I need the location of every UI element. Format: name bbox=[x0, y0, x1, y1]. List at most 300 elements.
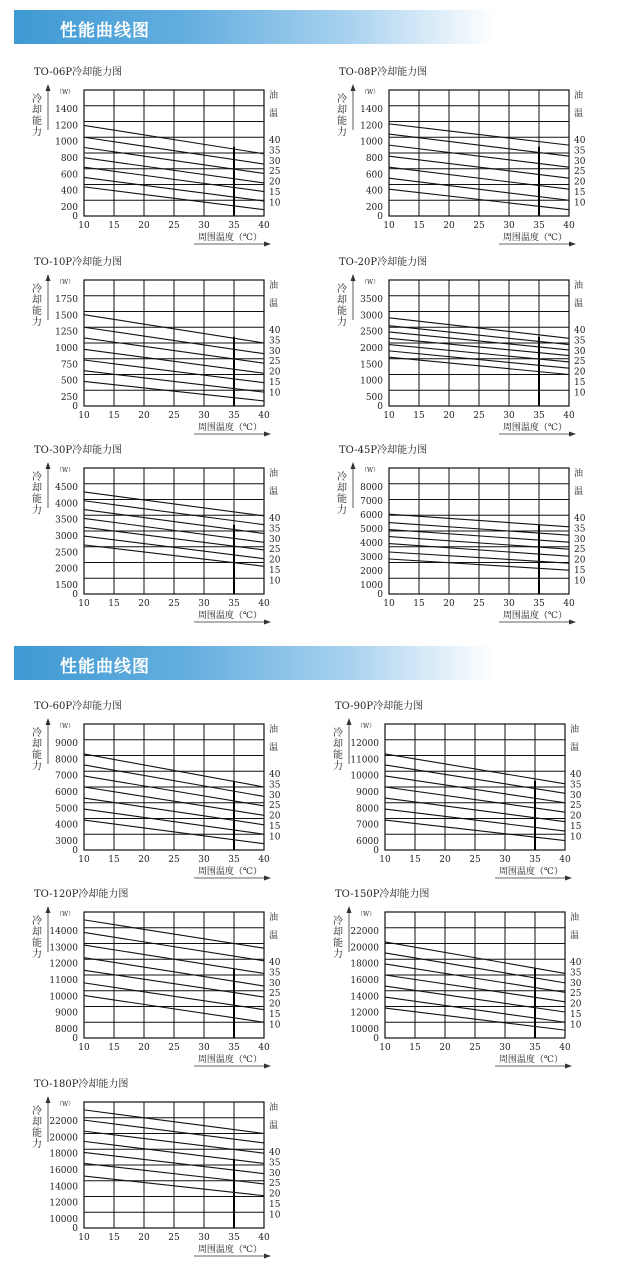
y-axis-label-char: 冷 bbox=[32, 472, 42, 483]
y-tick-label: 9000 bbox=[55, 1008, 78, 1019]
y-tick-label: 7000 bbox=[55, 771, 78, 782]
chart-title: TO-10P冷却能力图 bbox=[34, 257, 123, 268]
y-unit: （W） bbox=[361, 279, 380, 286]
y-tick-label: 3000 bbox=[55, 532, 78, 542]
y-tick-label: 800 bbox=[365, 154, 383, 164]
y-axis-label-char: 冷 bbox=[32, 728, 42, 739]
y-tick-label: 0 bbox=[72, 212, 78, 222]
y-tick-label: 12000 bbox=[350, 739, 379, 749]
x-arrow-head bbox=[264, 876, 271, 881]
capacity-chart bbox=[337, 443, 586, 625]
x-tick-label: 25 bbox=[469, 855, 481, 865]
oil-temp-value: 30 bbox=[570, 978, 582, 989]
oil-temp-label-char: 温 bbox=[574, 109, 584, 119]
y-axis-label-char: 却 bbox=[32, 105, 42, 116]
x-tick-label: 20 bbox=[443, 599, 455, 609]
oil-temp-value: 25 bbox=[269, 1179, 281, 1190]
x-tick-label: 15 bbox=[108, 411, 120, 421]
oil-temp-value: 15 bbox=[269, 566, 281, 576]
y-tick-label: 1000 bbox=[55, 344, 78, 354]
y-arrow-head bbox=[351, 84, 356, 91]
x-tick-label: 15 bbox=[413, 599, 425, 609]
y-tick-label: 0 bbox=[373, 1034, 379, 1044]
oil-temp-value: 10 bbox=[269, 576, 281, 587]
y-axis-label-char: 能 bbox=[333, 938, 343, 949]
y-tick-label: 11000 bbox=[49, 976, 78, 986]
oil-temp-value: 10 bbox=[269, 1210, 281, 1221]
y-arrow-head bbox=[347, 906, 352, 913]
y-tick-label: 0 bbox=[377, 402, 383, 412]
y-axis-label-char: 力 bbox=[32, 761, 42, 772]
y-tick-label: 200 bbox=[365, 203, 383, 213]
x-tick-label: 40 bbox=[258, 599, 270, 609]
x-tick-label: 35 bbox=[228, 1233, 240, 1243]
y-axis-label-char: 能 bbox=[333, 750, 343, 761]
x-tick-label: 15 bbox=[108, 855, 120, 865]
x-tick-label: 30 bbox=[198, 221, 210, 231]
x-tick-label: 15 bbox=[108, 1233, 120, 1243]
oil-temp-value: 25 bbox=[269, 989, 281, 1000]
y-tick-label: 250 bbox=[60, 393, 78, 403]
x-tick-label: 35 bbox=[533, 411, 545, 421]
y-tick-label: 3500 bbox=[360, 295, 383, 305]
x-arrow-head bbox=[565, 1064, 572, 1069]
oil-temp-value: 35 bbox=[574, 146, 586, 157]
oil-temp-value: 30 bbox=[269, 534, 281, 545]
oil-temp-value: 35 bbox=[269, 780, 281, 791]
x-arrow-head bbox=[264, 1064, 271, 1069]
x-tick-label: 40 bbox=[258, 221, 270, 231]
capacity-chart bbox=[333, 887, 582, 1069]
oil-temp-value: 25 bbox=[269, 545, 281, 556]
capacity-chart bbox=[32, 699, 281, 881]
y-axis-label-char: 冷 bbox=[337, 472, 347, 483]
y-tick-label: 3000 bbox=[55, 837, 78, 847]
y-tick-label: 12000 bbox=[49, 1198, 78, 1209]
x-tick-label: 30 bbox=[198, 1233, 210, 1243]
oil-temp-value: 15 bbox=[570, 822, 582, 832]
capacity-chart bbox=[32, 65, 281, 247]
y-axis-label-char: 却 bbox=[32, 483, 42, 494]
oil-temp-label-char: 温 bbox=[269, 743, 279, 753]
x-tick-label: 35 bbox=[228, 1043, 240, 1053]
capacity-chart bbox=[32, 887, 281, 1069]
oil-temp-value: 30 bbox=[574, 156, 586, 167]
y-axis-label-char: 却 bbox=[32, 927, 42, 938]
y-tick-label: 3000 bbox=[360, 311, 383, 322]
oil-temp-value: 30 bbox=[574, 534, 586, 545]
x-tick-label: 20 bbox=[138, 221, 150, 231]
chart-title: TO-45P冷却能力图 bbox=[339, 445, 428, 456]
oil-temp-value: 10 bbox=[570, 1020, 582, 1031]
x-arrow-head bbox=[264, 620, 271, 625]
x-axis-label: 周围温度（℃） bbox=[502, 233, 567, 243]
oil-temp-value: 35 bbox=[574, 336, 586, 347]
x-tick-label: 35 bbox=[529, 1043, 541, 1053]
x-tick-label: 35 bbox=[228, 599, 240, 609]
y-axis-label-char: 冷 bbox=[32, 916, 42, 927]
y-arrow-head bbox=[46, 84, 51, 91]
y-axis-label-char: 却 bbox=[333, 927, 343, 938]
y-axis-label-char: 力 bbox=[32, 127, 42, 138]
oil-temp-value: 25 bbox=[574, 357, 586, 368]
y-tick-label: 6000 bbox=[360, 511, 383, 521]
x-tick-label: 25 bbox=[473, 221, 485, 231]
x-tick-label: 15 bbox=[409, 855, 421, 865]
oil-temp-value: 20 bbox=[269, 177, 281, 188]
y-unit: （W） bbox=[357, 911, 376, 918]
x-axis-label: 周围温度（℃） bbox=[197, 611, 262, 621]
y-axis-label-char: 却 bbox=[32, 295, 42, 306]
oil-temp-value: 35 bbox=[269, 524, 281, 535]
y-tick-label: 1000 bbox=[360, 376, 383, 387]
x-tick-label: 25 bbox=[168, 221, 180, 231]
y-tick-label: 6000 bbox=[356, 837, 379, 847]
y-tick-label: 16000 bbox=[49, 1166, 78, 1176]
y-tick-label: 600 bbox=[60, 170, 78, 181]
oil-temp-label-char: 温 bbox=[570, 931, 580, 941]
capacity-chart bbox=[32, 255, 281, 437]
oil-temp-value: 25 bbox=[570, 989, 582, 1000]
x-tick-label: 15 bbox=[108, 1043, 120, 1053]
y-tick-label: 0 bbox=[377, 212, 383, 222]
y-tick-label: 4000 bbox=[55, 499, 78, 510]
oil-temp-value: 15 bbox=[269, 1200, 281, 1210]
y-tick-label: 1500 bbox=[55, 581, 78, 591]
y-axis-label-char: 冷 bbox=[337, 94, 347, 105]
oil-temp-value: 20 bbox=[570, 999, 582, 1010]
y-tick-label: 2000 bbox=[360, 567, 383, 577]
x-tick-label: 10 bbox=[78, 599, 90, 609]
oil-temp-label-char: 油 bbox=[269, 725, 279, 735]
x-tick-label: 35 bbox=[228, 411, 240, 421]
x-tick-label: 40 bbox=[563, 599, 575, 609]
y-tick-label: 2000 bbox=[360, 344, 383, 354]
y-tick-label: 14000 bbox=[49, 1182, 78, 1193]
x-tick-label: 20 bbox=[138, 411, 150, 421]
y-tick-label: 7000 bbox=[360, 497, 383, 507]
oil-temp-value: 40 bbox=[574, 514, 586, 524]
x-tick-label: 10 bbox=[78, 221, 90, 231]
oil-temp-value: 20 bbox=[269, 555, 281, 566]
y-unit: （W） bbox=[56, 911, 75, 918]
y-axis-label-char: 冷 bbox=[32, 94, 42, 105]
y-tick-label: 1400 bbox=[360, 105, 383, 115]
x-tick-label: 25 bbox=[168, 1233, 180, 1243]
oil-temp-label-char: 油 bbox=[570, 725, 580, 735]
x-tick-label: 20 bbox=[443, 411, 455, 421]
oil-temp-value: 25 bbox=[269, 167, 281, 178]
y-tick-label: 0 bbox=[72, 1224, 78, 1234]
x-tick-label: 40 bbox=[258, 411, 270, 421]
oil-temp-label-char: 温 bbox=[570, 743, 580, 753]
y-tick-label: 18000 bbox=[350, 959, 379, 970]
oil-temp-value: 40 bbox=[269, 958, 281, 968]
y-tick-label: 4500 bbox=[55, 483, 78, 493]
chart-title: TO-08P冷却能力图 bbox=[339, 67, 428, 78]
y-tick-label: 1000 bbox=[360, 137, 383, 148]
x-tick-label: 25 bbox=[168, 599, 180, 609]
y-tick-label: 18000 bbox=[49, 1149, 78, 1160]
y-tick-label: 8000 bbox=[356, 804, 379, 815]
y-tick-label: 10000 bbox=[49, 1215, 78, 1225]
oil-temp-label-char: 温 bbox=[574, 299, 584, 309]
x-tick-label: 20 bbox=[439, 1043, 451, 1053]
oil-temp-value: 10 bbox=[269, 1020, 281, 1031]
y-tick-label: 600 bbox=[365, 170, 383, 181]
x-axis-label: 周围温度（℃） bbox=[498, 867, 563, 877]
x-tick-label: 10 bbox=[78, 855, 90, 865]
y-unit: （W） bbox=[56, 467, 75, 474]
oil-temp-value: 25 bbox=[269, 357, 281, 368]
y-axis-label-char: 冷 bbox=[32, 1106, 42, 1117]
y-tick-label: 12000 bbox=[49, 959, 78, 970]
y-tick-label: 1400 bbox=[55, 105, 78, 115]
oil-temp-value: 30 bbox=[574, 346, 586, 357]
y-tick-label: 8000 bbox=[55, 755, 78, 766]
y-axis-label-char: 力 bbox=[333, 949, 343, 960]
y-tick-label: 1500 bbox=[55, 311, 78, 322]
y-tick-label: 10000 bbox=[49, 992, 78, 1003]
x-tick-label: 35 bbox=[228, 221, 240, 231]
oil-temp-label-char: 温 bbox=[574, 487, 584, 497]
oil-temp-value: 15 bbox=[570, 1010, 582, 1020]
y-tick-label: 20000 bbox=[350, 943, 379, 954]
y-axis-label-char: 力 bbox=[32, 505, 42, 516]
x-tick-label: 10 bbox=[383, 411, 395, 421]
oil-temp-value: 10 bbox=[574, 388, 586, 399]
oil-temp-label-char: 温 bbox=[269, 109, 279, 119]
x-tick-label: 30 bbox=[499, 855, 511, 865]
oil-temp-value: 30 bbox=[269, 156, 281, 167]
oil-temp-value: 15 bbox=[574, 188, 586, 198]
y-arrow-head bbox=[46, 906, 51, 913]
y-tick-label: 9000 bbox=[356, 788, 379, 798]
x-axis-label: 周围温度（℃） bbox=[502, 423, 567, 433]
x-tick-label: 25 bbox=[168, 1043, 180, 1053]
y-axis-label-char: 能 bbox=[337, 494, 347, 505]
y-axis-label-char: 能 bbox=[32, 1128, 42, 1139]
y-tick-label: 500 bbox=[60, 376, 78, 387]
x-tick-label: 35 bbox=[533, 599, 545, 609]
oil-temp-value: 30 bbox=[269, 346, 281, 357]
capacity-chart bbox=[337, 255, 586, 437]
y-tick-label: 1750 bbox=[55, 295, 78, 305]
x-tick-label: 10 bbox=[78, 411, 90, 421]
y-tick-label: 1200 bbox=[55, 121, 78, 132]
oil-temp-value: 25 bbox=[269, 801, 281, 812]
y-tick-label: 800 bbox=[60, 154, 78, 164]
oil-temp-value: 20 bbox=[574, 555, 586, 566]
x-tick-label: 20 bbox=[138, 855, 150, 865]
oil-temp-value: 30 bbox=[570, 790, 582, 801]
oil-temp-value: 35 bbox=[570, 968, 582, 979]
chart-title: TO-30P冷却能力图 bbox=[34, 445, 123, 456]
y-arrow-head bbox=[46, 1096, 51, 1103]
capacity-chart bbox=[337, 65, 586, 247]
x-tick-label: 10 bbox=[78, 1233, 90, 1243]
y-tick-label: 14000 bbox=[49, 927, 78, 937]
y-tick-label: 200 bbox=[60, 203, 78, 213]
y-arrow-head bbox=[46, 718, 51, 725]
y-tick-label: 22000 bbox=[49, 1117, 78, 1127]
section-title: 性能曲线图 bbox=[60, 21, 150, 41]
y-axis-label-char: 却 bbox=[337, 105, 347, 116]
x-tick-label: 10 bbox=[379, 855, 391, 865]
x-tick-label: 40 bbox=[559, 1043, 571, 1053]
y-tick-label: 11000 bbox=[350, 755, 379, 766]
y-tick-label: 5000 bbox=[360, 525, 383, 535]
y-axis-label-char: 能 bbox=[32, 494, 42, 505]
y-tick-label: 400 bbox=[365, 186, 383, 197]
oil-temp-label-char: 油 bbox=[574, 281, 584, 291]
y-axis-label-char: 能 bbox=[32, 116, 42, 127]
x-tick-label: 15 bbox=[409, 1043, 421, 1053]
x-arrow-head bbox=[569, 432, 576, 437]
y-arrow-head bbox=[351, 462, 356, 469]
y-tick-label: 9000 bbox=[55, 739, 78, 749]
y-tick-label: 16000 bbox=[350, 976, 379, 986]
oil-temp-label-char: 温 bbox=[269, 487, 279, 497]
chart-title: TO-06P冷却能力图 bbox=[34, 67, 123, 78]
oil-temp-value: 10 bbox=[574, 576, 586, 587]
y-axis-label-char: 能 bbox=[337, 306, 347, 317]
y-tick-label: 2500 bbox=[360, 327, 383, 338]
chart-title: TO-120P冷却能力图 bbox=[34, 889, 129, 900]
oil-temp-value: 25 bbox=[574, 545, 586, 556]
oil-temp-label-char: 油 bbox=[570, 913, 580, 923]
x-tick-label: 15 bbox=[413, 221, 425, 231]
x-tick-label: 25 bbox=[168, 411, 180, 421]
x-tick-label: 30 bbox=[198, 411, 210, 421]
y-unit: （W） bbox=[361, 467, 380, 474]
oil-temp-value: 15 bbox=[574, 566, 586, 576]
y-unit: （W） bbox=[361, 89, 380, 96]
y-arrow-head bbox=[46, 462, 51, 469]
x-tick-label: 10 bbox=[383, 599, 395, 609]
y-arrow-head bbox=[347, 718, 352, 725]
oil-temp-value: 20 bbox=[269, 367, 281, 378]
x-tick-label: 40 bbox=[258, 1043, 270, 1053]
y-tick-label: 10000 bbox=[350, 771, 379, 782]
oil-temp-value: 35 bbox=[269, 146, 281, 157]
y-tick-label: 20000 bbox=[49, 1133, 78, 1144]
x-tick-label: 15 bbox=[413, 411, 425, 421]
oil-temp-value: 15 bbox=[269, 822, 281, 832]
y-axis-label-char: 力 bbox=[32, 1139, 42, 1150]
x-axis-label: 周围温度（℃） bbox=[498, 1055, 563, 1065]
y-axis-label-char: 能 bbox=[32, 750, 42, 761]
y-axis-label-char: 冷 bbox=[32, 284, 42, 295]
oil-temp-label-char: 温 bbox=[269, 299, 279, 309]
x-tick-label: 25 bbox=[473, 599, 485, 609]
oil-temp-value: 20 bbox=[269, 811, 281, 822]
y-tick-label: 3000 bbox=[360, 553, 383, 563]
x-tick-label: 15 bbox=[108, 599, 120, 609]
y-tick-label: 1000 bbox=[55, 137, 78, 148]
oil-temp-value: 40 bbox=[574, 326, 586, 336]
y-tick-label: 1000 bbox=[360, 581, 383, 591]
y-tick-label: 4000 bbox=[55, 820, 78, 831]
section-title: 性能曲线图 bbox=[60, 657, 150, 677]
x-tick-label: 30 bbox=[503, 599, 515, 609]
x-axis-label: 周围温度（℃） bbox=[197, 867, 262, 877]
y-tick-label: 1200 bbox=[360, 121, 383, 132]
y-axis-label-char: 力 bbox=[32, 949, 42, 960]
x-tick-label: 30 bbox=[198, 599, 210, 609]
y-axis-label-char: 力 bbox=[337, 505, 347, 516]
y-axis-label-char: 却 bbox=[333, 739, 343, 750]
oil-temp-label-char: 油 bbox=[269, 913, 279, 923]
capacity-chart bbox=[32, 443, 281, 625]
oil-temp-value: 40 bbox=[269, 1148, 281, 1158]
y-unit: （W） bbox=[357, 723, 376, 730]
x-arrow-head bbox=[565, 876, 572, 881]
x-tick-label: 25 bbox=[473, 411, 485, 421]
y-tick-label: 10000 bbox=[350, 1025, 379, 1035]
y-axis-label-char: 能 bbox=[337, 116, 347, 127]
y-axis-label-char: 却 bbox=[32, 1117, 42, 1128]
x-tick-label: 25 bbox=[168, 855, 180, 865]
x-axis-label: 周围温度（℃） bbox=[197, 1245, 262, 1255]
y-tick-label: 8000 bbox=[55, 1025, 78, 1035]
y-axis-label-char: 力 bbox=[337, 127, 347, 138]
y-tick-label: 8000 bbox=[360, 483, 383, 493]
x-tick-label: 40 bbox=[563, 411, 575, 421]
x-tick-label: 30 bbox=[198, 855, 210, 865]
y-unit: （W） bbox=[56, 279, 75, 286]
chart-title: TO-90P冷却能力图 bbox=[335, 701, 424, 712]
x-tick-label: 25 bbox=[469, 1043, 481, 1053]
x-tick-label: 40 bbox=[563, 221, 575, 231]
x-axis-label: 周围温度（℃） bbox=[502, 611, 567, 621]
x-arrow-head bbox=[569, 620, 576, 625]
x-tick-label: 30 bbox=[503, 411, 515, 421]
x-axis-label: 周围温度（℃） bbox=[197, 423, 262, 433]
oil-temp-value: 15 bbox=[574, 378, 586, 388]
y-tick-label: 5000 bbox=[55, 804, 78, 815]
oil-temp-value: 35 bbox=[570, 780, 582, 791]
oil-temp-value: 25 bbox=[574, 167, 586, 178]
x-tick-label: 35 bbox=[533, 221, 545, 231]
oil-temp-value: 20 bbox=[269, 1189, 281, 1200]
oil-temp-label-char: 油 bbox=[574, 91, 584, 101]
chart-title: TO-60P冷却能力图 bbox=[34, 701, 123, 712]
x-tick-label: 20 bbox=[138, 1043, 150, 1053]
y-axis-label-char: 冷 bbox=[337, 284, 347, 295]
oil-temp-value: 20 bbox=[570, 811, 582, 822]
oil-temp-value: 40 bbox=[570, 770, 582, 780]
oil-temp-value: 30 bbox=[269, 790, 281, 801]
oil-temp-value: 15 bbox=[269, 188, 281, 198]
y-axis-label-char: 冷 bbox=[333, 728, 343, 739]
x-tick-label: 10 bbox=[383, 221, 395, 231]
y-tick-label: 14000 bbox=[350, 992, 379, 1003]
y-tick-label: 6000 bbox=[55, 788, 78, 798]
capacity-chart bbox=[333, 699, 582, 881]
chart-title: TO-180P冷却能力图 bbox=[34, 1079, 129, 1090]
x-tick-label: 35 bbox=[228, 855, 240, 865]
x-axis-label: 周围温度（℃） bbox=[197, 1055, 262, 1065]
y-tick-label: 2500 bbox=[55, 548, 78, 559]
y-tick-label: 0 bbox=[72, 590, 78, 600]
y-arrow-head bbox=[46, 274, 51, 281]
y-tick-label: 22000 bbox=[350, 927, 379, 937]
x-tick-label: 20 bbox=[138, 599, 150, 609]
y-unit: （W） bbox=[56, 1101, 75, 1108]
x-tick-label: 40 bbox=[559, 855, 571, 865]
oil-temp-value: 10 bbox=[269, 832, 281, 843]
